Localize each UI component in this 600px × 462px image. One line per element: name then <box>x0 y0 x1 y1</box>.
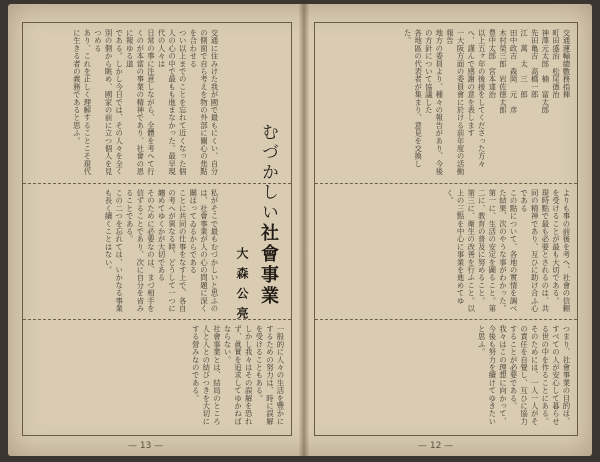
name-list-line: 豊中太郎 宮本達治 <box>487 29 497 99</box>
paragraph: ことに共同の仕事をなす上で、各自の考へが異なる時、どうして一つに纏めてゆくかが大切である <box>157 189 188 313</box>
paragraph: この點について、各地の實情を調べた結果、次のやうな事がわかった。 <box>498 189 519 313</box>
paragraph: この二つを忘れては、いかなる事業も長く續くことはない。 <box>104 189 124 313</box>
paragraph: 以上五ヶ年の後援をしてくださった方々へ、謹んで感謝の意を表します <box>466 29 487 168</box>
article-title: むづかしい社會事業 <box>258 123 279 307</box>
section-divider <box>23 183 291 184</box>
paragraph: 第三に、衛生の改善を行ふこと。以上の三點を中心に事業を進めてゆく。 <box>445 189 476 313</box>
name-list-line: 田中政吉 森岡 元 彦 <box>509 29 519 114</box>
paragraph: よりも事の前後を考へ、社會の信頼を受けることが最も大切である。 <box>551 189 571 313</box>
article-author: 大森公亮 <box>235 247 249 327</box>
name-list-line: 町田盛治 松尾德治 <box>551 29 561 99</box>
paragraph: そのために必要なのは、まづ相手を信ずることであり、次に自分を省みることである。 <box>125 189 156 313</box>
name-list-line: 先田亀吉 高橋一郎 <box>530 29 540 99</box>
paragraph: 一大阪方面の委員會に於ける前年度の活動報告 <box>445 29 466 176</box>
paragraph: しかし我々はその誤解を恐れず、眞實を追求してゆかねばならない。 <box>223 325 254 426</box>
paragraph: つい以上までのことを忘れて近くなった個人の心の中で最もも進まなかった。最早現代の人々は <box>157 29 188 176</box>
section-divider <box>315 183 577 184</box>
left-page <box>22 22 292 436</box>
paragraph: 一般的に人々の生活を豐かにするための努力は、時に誤解を受けることもある。 <box>254 325 285 426</box>
paragraph: そのためには、一人一人がその責任を自覺し、互ひに協力することが必要である。 <box>509 325 540 426</box>
paragraph: 地方の委員より、種々の報告があり、今後の方針について協議した <box>424 29 444 176</box>
paragraph: 私がそこで最もむづかしいと思ふのは、社會事業が人の心の問題に深く關はってゐるからである <box>188 189 219 313</box>
paragraph: 交通に住みけた我が國で最もにくい、自分の側面で自ら考えを物の外部に關心の焦點を合わせる <box>188 29 219 176</box>
right-mid-column <box>321 189 571 313</box>
left-upper-column <box>57 29 219 179</box>
name-list-line: 江 萬 太 三 郎 <box>519 29 529 99</box>
paragraph: つまり、社會事業の目的は、すべての人が安心して暮らせる世の中を作ることにある。 <box>540 325 571 426</box>
left-mid-column <box>39 189 219 313</box>
paragraph: 日常の事に注意しながら、全體を考へて行くのが本當の事業の精神であり、社會の恩に報ゆる道 <box>125 29 156 176</box>
book-gutter <box>299 4 309 456</box>
paragraph: 社會事業とは、結局のところ人と人との結びつきを大切にする營みなのである。 <box>191 325 222 426</box>
paragraph: 現時點で最も必要とされるのは、共同の精神であり、互ひに助け合ふ心である <box>519 189 550 313</box>
book-spread <box>8 4 592 456</box>
right-upper-column <box>321 29 571 179</box>
left-page-number: — 13 — <box>128 441 164 451</box>
paragraph: 各地區の代表者が集まり、意見を交換した。 <box>403 29 423 168</box>
name-list-line: 木村榮三郎 岩佐徳太郎 <box>498 29 508 114</box>
paragraph: である。しかし今日では、その人々を全く別の側から眺め、國家の前に立つ個人を見つめる <box>93 29 124 176</box>
name-list-line: 神澤元太郎 楠 富太郎 <box>540 29 550 114</box>
section-divider <box>315 319 577 320</box>
paragraph: 第一に、生活の安定を圖ること。第二に、教育の普及に努めること。 <box>477 189 497 313</box>
right-page-number: — 12 — <box>418 441 454 451</box>
left-lower-column <box>31 325 285 429</box>
right-lower-column <box>321 325 571 429</box>
paragraph: あり、これを正しく理解することこそ現代に生きる者の義務であると思ふ。 <box>72 29 92 176</box>
name-list-line: 交通運輸總數務指揮 <box>562 29 571 99</box>
paragraph: 我々はこの理想に向かって、今後も努力を續けてゆきたいと思ふ。 <box>477 325 508 426</box>
right-page <box>314 22 578 436</box>
